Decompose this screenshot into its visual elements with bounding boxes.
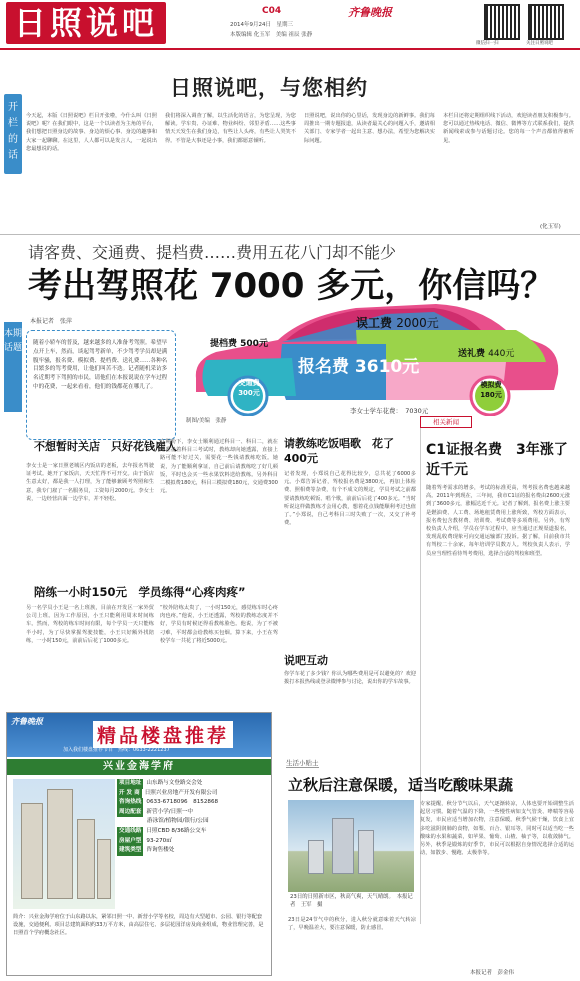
article-body: 在期盼下，李女士顺利通过科目一、科目二，就在她准备着科目三考试时，教练却向她透露，直接上路可能不好过关，需要花一些钱请教练吃饭。她说，为了能顺利拿证，自己前后请教练吃了好几顿饭，平时也会买一些水果饮料送给教练。另外科目二模拟费180元，科目三模拟费180元，交通费300元。 [160,439,278,495]
ad-intro: 简介：兴业金海学府位于山东路以东，紧邻日照一中、新营小学等名校，周边有大型超市、公园、银行等配套设施，交通便利。项目总建筑面积约33万平方米，由高层住宅、多层花园洋房及商业组成，物业管理完善，是日照首个学府概念社区。 [13,914,264,936]
article-body: 记者发现，小郑说自己花得比较少，总共花了6000多元。小郑告诉记者，驾校报名费是3800元，再加上体检费、照相费等杂费，有个不成文的规定，学员考试之前都要请教练吃顿饭、唱个歌，前前后后花了400多元。“当时听说这样做教练才会用心教，想着花点钱能顺利考过也值了。”小郑说，自己考科目三时失败了一次，又交了补考费。 [284,471,416,527]
building-image [13,779,115,909]
ad-title: 精品楼盘推荐 [93,721,233,748]
city-photo [288,800,414,892]
section-title: 请教练吃饭唱歌 花了400元 [284,437,394,465]
section-title: 不想暂时关店 只好花钱雇人 [34,440,177,453]
divider [0,234,580,235]
qr-caption: 关注日照说吧 [526,41,553,46]
intro-signature: (化玉军) [540,224,561,230]
related-news-tag: 相关新闻 [420,416,472,428]
main-subhead: 请客费、交通费、提档费……费用五花八门却不能少 [28,243,397,262]
intro-columns [26,112,574,232]
article-body: 专家提醒，秋分节气以后，天气逐渐转凉，人体也要开始调整生活起居习惯。随着气温的下降，一些慢性病如支气管炎、哮喘等容易复发，市民应适当增加衣物，注意保暖。秋季气候干燥，饮食上宜多吃滋阴润肺的食物，如梨、百合、银耳等，同时可以适当吃一些酸味的水果和蔬菜，如苹果、葡萄、山楂、柚子等，以收敛肺气。另外，秋季是锻炼的好季节，市民可以根据自身情况选择合适的运动，如散步、慢跑、太极拳等。 [420,801,574,857]
qr-code-icon [528,4,564,40]
photo-caption: 23日的日照新市区，秋高气爽，天气晴朗。 本报记者 王军 摄 [290,894,413,908]
ad-info-row: 周边配套 新营小学/日照一中 [117,808,269,818]
fee-item: 提档费 500元 [210,339,268,349]
article-body: 另一名学员小王是一名上班族，目前在开发区一家外贸公司上班。因为工作原因，小王只能利用周末时间练车。然而，驾校的练车时间有限，每个学员一天只能练半小时，为了尽快掌握驾驶技能，小王只好额外找陪练，一小时150元，前前后后花了1000多元。 [26,605,154,644]
topic-tag: 本期话题 [4,322,22,412]
page-number: C04 [262,6,282,16]
editor-credits: 本版编辑 化玉军 美编 祖辰 张静 [230,32,313,38]
reporter-byline: 本报记者 张萍 [30,318,73,325]
ad-project-name: 兴业金海学府 [7,759,271,775]
article-body: 23日是24节气中的秋分，进入秋分就意味着天气转凉了，早晚温差大，要注意保暖，防止感冒。 [288,917,416,932]
related-news-body: 随着驾考需求的增多，考试的标准更高，驾考报名费也越来越高。2011年到现在，三年间，我市C1证的报名费由2600元涨到了3600多元，涨幅达近千元。记者了解到，报名费上涨主要是燃油费、人工费、场地租赁费用上涨所致，驾校方面表示，报名费包含教材费、培训费、考试费等多项费用。另外，有驾校负责人介绍，学员在学车过程中，应当通过正规渠道报名，发现乱收费现象可向交通运输部门投诉。据了解，目前我市共有驾校二十余家，每年培训学员数万人。驾校负责人表示，学员应当理性看待驾考费用，选择合适的驾校和班型。 [426,485,570,557]
reporter-byline: 本报记者 彭金伟 [470,970,515,976]
car-infographic [186,300,568,416]
qr-code-icon [484,4,520,40]
section-brand: 日照说吧 [6,2,166,44]
dateline: 2014年9月24日 星期三 [230,22,293,28]
graphic-credit: 制图/美编 张静 [186,418,227,424]
intro-column: 日照说吧，说出你的心里话，发现身边的新鲜事。我们每周推出一期专题报道，从读者最关心的问题入手，邀请相关部门、专家学者一起出主意、想办法，希望为您解决实际问题。 [304,113,435,144]
fee-item: 误工费 2000元 [356,316,439,330]
newspaper-logo: 齐鲁晚报 [348,6,392,19]
ad-info-row: 建筑类型 咨询售楼处 [117,846,269,856]
real-estate-ad[interactable] [6,712,272,976]
fee-item: 模拟费 180元 [480,381,502,399]
life-tips-tag: 生活小贴士 [286,759,319,767]
ad-info-table [117,779,269,856]
intro-title: 日照说吧，与您相约 [170,76,368,100]
ad-paper-logo: 齐鲁晚报 [11,717,43,726]
ad-info-row: 咨询热线 0633-6718096 8152868 [117,798,269,808]
fee-item: 送礼费 440元 [458,349,515,359]
interaction-title: 说吧互动 [284,654,328,667]
ad-info-row: 交通线路 日照CBD 8/36路公交车 [117,827,269,837]
article-body: 李女士是一家日照老城区内饭店的老板，去年报名驾驶证考试。她开了家饭店，天天忙得不可开交。由于饭店生意太好，都是我一人打理，为了能够兼顾考驾照和生意，我专门雇了一名服务员，工资每月2000元。李女士说，一边经营店面一边学车，并不轻松。 [26,463,154,502]
ad-strapline: 加入我们楼盘推荐节目 热线：0633-2221237 [63,747,170,753]
ad-info-row: 游泳馆/植物园/银行/公园 [147,818,209,825]
fee-item: 报名费 3610元 [298,357,420,377]
qr-caption: 微信扫一扫 [476,41,499,46]
intro-tag: 开栏的话 [4,94,22,174]
interaction-body: 你学车花了多少钱？你认为哪些费用是可以避免的？欢迎拨打本报热线或登录微博参与讨论，说出你的学车故事。 [284,671,416,686]
main-headline: 考出驾照花 7000 多元，你信吗？ [28,266,555,306]
ad-info-row: 房屋户型 93-270㎡ [117,837,269,847]
life-tips-title: 立秋后注意保暖，适当吃酸味果蔬 [288,776,514,794]
car-caption: 李女士学车花费： 7030元 [350,407,429,415]
fee-item: 交通费 300元 [238,379,260,397]
topic-blurb: 随着小轿车的普及，越来越多的人准备考驾照。希望早点开上车，然而，谈起驾考新单，不少驾考学员却是满腹牢骚，报名费、模拟费、提档费、送礼费……各种名目繁多的驾考费用，让他们叫苦不迭。记者随机采访多名近期考下驾照的市民，请他们在本报说说在学车过程中的花费，一起来看看，他们的钱都花在哪儿了。 [26,330,176,440]
ad-info-row: 开 发 商 日照兴业房地产开发有限公司 [117,789,269,799]
intro-column: 本栏目还将定期组织线下活动，欢迎读者朋友积极参与。您可以通过热线电话、微信、微博等方式联系我们，提供新闻线索或参与话题讨论。您的每一个声音都值得被听见。 [443,113,574,144]
intro-column: 今天起，本版《日照说吧》栏目开张啦，今什么叫《日照说吧》呢？在我们眼中，这是一个以读者为主角的平台，我们想把日照身边的故事、身边的烦心事、身边的趣事和大家一起聊聊。在这里，人人都可以是发言人，一起说出您最想说的话。 [26,113,157,152]
ad-info-row: 项目地址 山东路与文登路交会处 [117,779,269,789]
section-title: 陪练一小时150元 学员练得“心疼肉疼” [34,585,246,599]
article-body: “校外陪练太贵了，一小时150元，感觉练车时心疼肉也疼。”他说，小王还透露，驾校的教练态度并不好，学员有时候还得看教练脸色。他说，为了不被刁难，平时都会给教练买包烟。算下来，小王在驾校学车一共花了将近5000元。 [160,605,278,644]
intro-column: 我们将深入调查了解，以生活化的语言，为您呈现，为您解读。学车贵、办证难、物业纠纷、邻里矛盾……这些事情天天发生在我们身边，有些让人头疼，有些让人哭笑不得。不管是大事还是小事，我们都愿意倾听。 [165,113,296,144]
related-news-title: C1证报名费 3年涨了近千元 [426,442,568,478]
